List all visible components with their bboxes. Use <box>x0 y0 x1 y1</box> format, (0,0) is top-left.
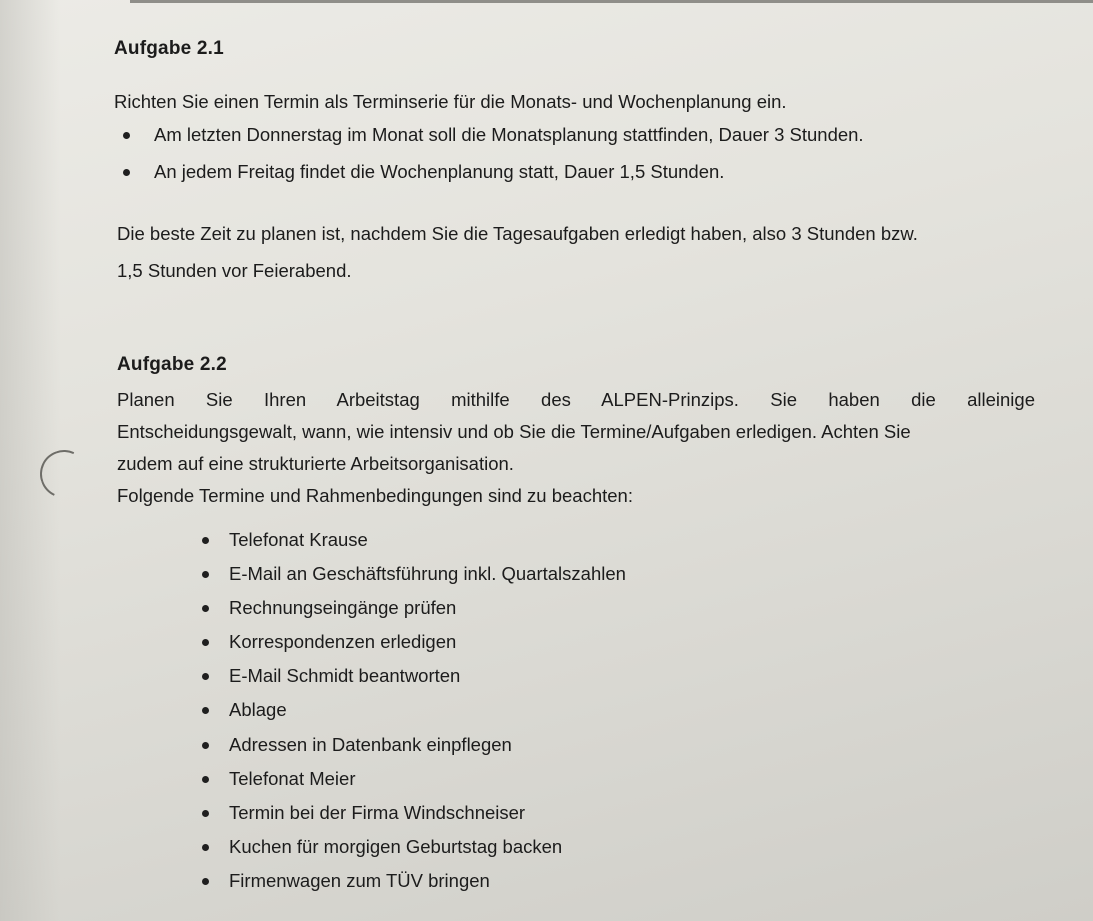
bullet-icon <box>202 844 209 851</box>
paragraph-line-1: Planen Sie Ihren Arbeitstag mithilfe des ALPEN-Prinzips. Sie haben die alleinige <box>117 389 1035 410</box>
bullet-icon <box>123 169 130 176</box>
list-item <box>154 161 864 198</box>
list-item-text: Adressen in Datenbank einpflegen <box>229 733 512 755</box>
list-item-text: Telefonat Meier <box>229 767 356 789</box>
list-item <box>229 597 626 631</box>
task-2-2-list-intro: Folgende Termine und Rahmenbedingungen sind zu beachten: <box>117 485 633 506</box>
list-item <box>229 734 626 768</box>
bullet-icon <box>202 810 209 817</box>
list-item-text: Ablage <box>229 699 287 721</box>
bullet-icon <box>202 537 209 544</box>
list-item-text: An jedem Freitag findet die Wochenplanung statt, Dauer 1,5 Stunden. <box>154 161 725 182</box>
bullet-icon <box>202 639 209 646</box>
list-item-text: Termin bei der Firma Windschneiser <box>229 801 526 823</box>
list-item <box>229 699 626 733</box>
bullet-icon <box>202 673 209 680</box>
bullet-icon <box>202 742 209 749</box>
task-2-1-intro: Richten Sie einen Termin als Terminserie für die Monats- und Wochenplanung ein. <box>114 91 787 112</box>
list-item <box>229 870 626 904</box>
task-2-1-heading: Aufgabe 2.1 <box>114 38 224 59</box>
list-item <box>154 124 864 161</box>
list-item <box>229 768 626 802</box>
bullet-icon <box>202 878 209 885</box>
list-item-text: Firmenwagen zum TÜV bringen <box>229 869 490 891</box>
list-item-text: Am letzten Donnerstag im Monat soll die Monatsplanung stattfinden, Dauer 3 Stunden. <box>154 124 864 145</box>
top-divider <box>130 0 1093 3</box>
task-2-2-heading: Aufgabe 2.2 <box>117 354 227 375</box>
task-2-1-note-line-1: Die beste Zeit zu planen ist, nachdem Sie die Tagesaufgaben erledigt haben, also 3 Stunden bzw. <box>117 223 918 244</box>
list-item <box>229 665 626 699</box>
bullet-icon <box>202 605 209 612</box>
bullet-icon <box>202 776 209 783</box>
list-item <box>229 563 626 597</box>
list-item <box>229 631 626 665</box>
paragraph-line-3: zudem auf eine strukturierte Arbeitsorganisation. <box>117 453 514 474</box>
bullet-icon <box>202 707 209 714</box>
list-item-text: Korrespondenzen erledigen <box>229 631 457 653</box>
task-2-1-bullet-list <box>154 124 864 198</box>
bullet-icon <box>202 571 209 578</box>
list-item-text: Telefonat Krause <box>229 529 368 550</box>
paragraph-line-2: Entscheidungsgewalt, wann, wie intensiv und ob Sie die Termine/Aufgaben erledigen. Achten Sie <box>117 421 911 442</box>
task-2-1-note-line-2: 1,5 Stunden vor Feierabend. <box>117 260 352 281</box>
list-item <box>229 836 626 870</box>
list-item-text: Rechnungseingänge prüfen <box>229 597 457 619</box>
list-item-text: E-Mail Schmidt beantworten <box>229 665 461 687</box>
task-2-2-paragraph <box>117 384 1035 480</box>
list-item-text: Kuchen für morgigen Geburtstag backen <box>229 835 563 857</box>
list-item <box>229 529 626 563</box>
list-item <box>229 802 626 836</box>
bullet-icon <box>123 132 130 139</box>
list-item-text: E-Mail an Geschäftsführung inkl. Quartalszahlen <box>229 563 626 585</box>
task-2-2-item-list <box>229 529 626 904</box>
